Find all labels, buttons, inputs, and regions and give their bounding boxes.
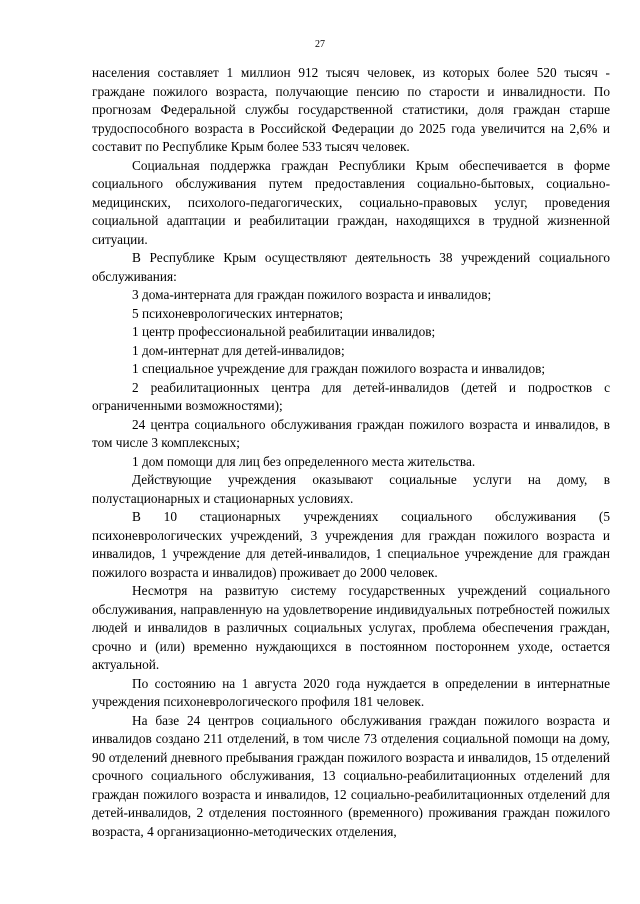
paragraph-social-support: Социальная поддержка граждан Республики Крым обеспечивается в форме социального обслуживания путем предоставления социально-бытовых, социально-медицинских, психолого-педагогических, социально-правовых услуг, проведения социальной адаптации и реабилитации граждан, находящихся в трудной жизненной ситуации.: [92, 157, 610, 247]
paragraph-continuation: населения составляет 1 миллион 912 тысяч человек, из которых более 520 тысяч - граждане пожилого возраста, получающие пенсию по старости и инвалидности. По прогнозам Федеральной службы государственной статистики, доля граждан старше трудоспособного возраста в Российской Федерации до 2025 года увеличится на 2,6% и составит по Республике Крым более 533 тысяч человек.: [92, 65, 610, 154]
list-item-rehab-center: 1 центр профессиональной реабилитации инвалидов;: [132, 324, 436, 339]
list-item-nursing-homes: 3 дома-интерната для граждан пожилого возраста и инвалидов;: [132, 287, 492, 302]
list-item-children-rehab: 2 реабилитационных центра для детей-инвалидов (детей и подростков с ограниченными возможностями);: [92, 379, 610, 413]
page-number: 27: [315, 39, 325, 50]
list-item-service-centers: 24 центра социального обслуживания граждан пожилого возраста и инвалидов, в том числе 3 комплексных;: [92, 416, 610, 450]
paragraph-waiting-list: По состоянию на 1 августа 2020 года нуждается в определении в интернатные учреждения психоневрологического профиля 181 человек.: [92, 675, 610, 709]
paragraph-service-forms: Действующие учреждения оказывают социальные услуги на дому, в полустационарных и стационарных условиях.: [92, 472, 610, 506]
paragraph-departments: На базе 24 центров социального обслуживания граждан пожилого возраста и инвалидов создано 211 отделений, в том числе 73 отделения социальной помощи на дому, 90 отделений дневного пребывания граждан пожилого возраста и инвалидов, 15 отделений срочного социального обслуживания, 13 социально-реабилитационных отделений для граждан пожилого возраста и инвалидов, 12 социально-реабилитационных отделений для детей-инвалидов, 2 отделения постоянного (временного) проживания граждан пожилого возраста, 4 организационно-методических отделения,: [92, 712, 610, 839]
list-item-homeless-aid: 1 дом помощи для лиц без определенного места жительства.: [132, 453, 476, 469]
list-item-psychoneurological: 5 психоневрологических интернатов;: [132, 305, 344, 321]
list-item-children-home: 1 дом-интернат для детей-инвалидов;: [132, 342, 345, 358]
paragraph-institutions-intro: В Республике Крым осуществляют деятельность 38 учреждений социального обслуживания:: [92, 250, 610, 284]
document-body: [92, 64, 610, 841]
paragraph-problem: Несмотря на развитую систему государственных учреждений социального обслуживания, направленную на удовлетворение индивидуальных потребностей пожилых людей и инвалидов в различных социальных услугах, проблема обеспечения граждан, срочно и (или) временно нуждающихся в постоянном постороннем уходе, остается актуальной.: [92, 583, 610, 672]
list-item-special-institution: 1 специальное учреждение для граждан пожилого возраста и инвалидов;: [132, 361, 546, 376]
paragraph-stationary: В 10 стационарных учреждениях социального обслуживания (5 психоневрологических учреждений, 3 учреждения для граждан пожилого возраста и инвалидов, 1 учреждение для детей-инвалидов, 1 специальное учреждение для граждан пожилого возраста и инвалидов) проживает до 2000 человек.: [92, 509, 610, 580]
